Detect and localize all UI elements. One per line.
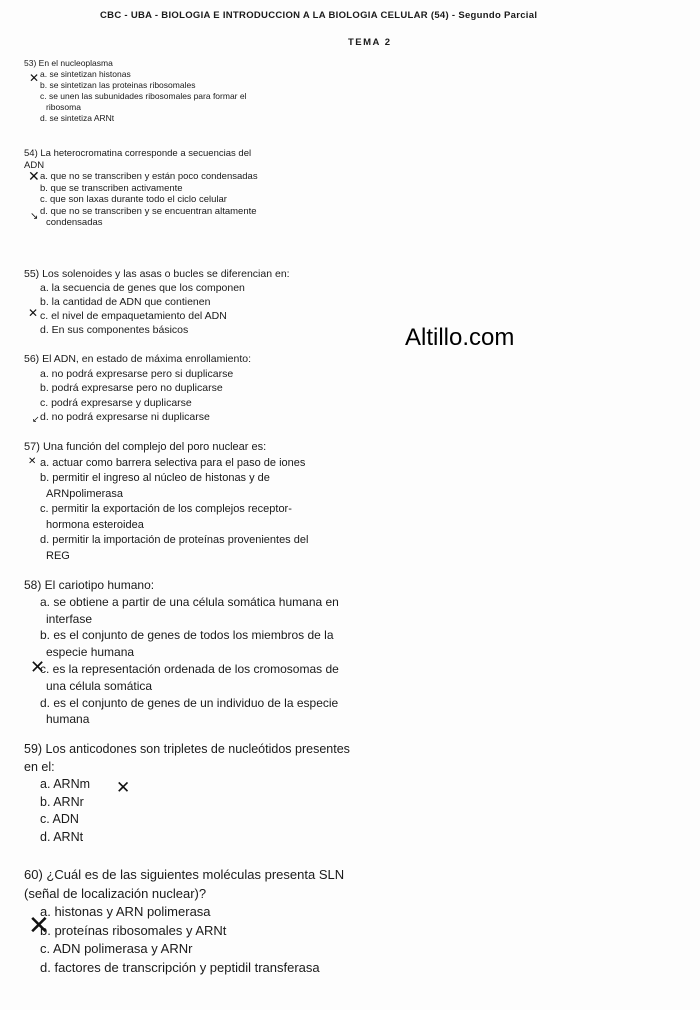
option-a: a. se sintetizan histonas <box>40 69 131 79</box>
question-58 <box>24 577 424 728</box>
option-c: c. el nivel de empaquetamiento del ADN <box>40 310 227 322</box>
option-c: c. ADN <box>40 812 79 826</box>
option-a: a. no podrá expresarse pero si duplicarse <box>40 367 234 380</box>
option-b: b. la cantidad de ADN que contienen <box>40 296 211 308</box>
question-55 <box>24 267 424 337</box>
question-56 <box>24 352 424 425</box>
question-stem: 58) El cariotipo humano: <box>24 578 155 592</box>
question-stem: 55) Los solenoides y las asas o bucles se diferencian en: <box>24 268 290 280</box>
question-59 <box>24 741 424 846</box>
option-b: b. permitir el ingreso al núcleo de histonas y de ARNpolimerasa <box>40 472 270 500</box>
handwritten-x-icon: ✕ <box>28 911 50 941</box>
option-d: d. que no se transcriben y se encuentran altamente condensadas <box>40 205 257 228</box>
question-stem: 60) ¿Cuál es de las siguientes moléculas presenta SLN (señal de localización nuclear)? <box>24 867 345 901</box>
question-stem: 53) En el nucleoplasma <box>24 58 113 68</box>
handwritten-x-icon: ✕ <box>30 657 46 678</box>
handwritten-x-icon: ✕ <box>28 169 40 185</box>
question-53 <box>24 58 424 124</box>
option-b: b. se sintetizan las proteinas ribosomales <box>40 80 196 90</box>
question-stem: 54) La heterocromatina corresponde a secuencias del ADN <box>24 148 252 171</box>
option-a: a. que no se transcriben y están poco condensadas <box>40 171 258 182</box>
option-b: b. proteínas ribosomales y ARNt <box>40 922 227 938</box>
option-c: c. es la representación ordenada de los cromosomas de una célula somática <box>40 661 339 693</box>
exam-header: CBC - UBA - BIOLOGIA E INTRODUCCION A LA BIOLOGIA CELULAR (54) - Segundo Parcial <box>100 10 538 21</box>
handwritten-check-icon: ↙ <box>32 415 40 425</box>
question-stem: 56) El ADN, en estado de máxima enrollamiento: <box>24 353 252 365</box>
option-d: d. ARNt <box>40 829 84 844</box>
question-stem: 59) Los anticodones son tripletes de nucleótidos presentes en el: <box>24 742 350 774</box>
question-stem: 57) Una función del complejo del poro nuclear es: <box>24 441 267 453</box>
watermark: Altillo.com <box>405 324 515 351</box>
exam-tema: TEMA 2 <box>348 37 392 48</box>
option-d: d. no podrá expresarse ni duplicarse <box>40 411 210 423</box>
option-b: b. es el conjunto de genes de todos los miembros de la especie humana <box>40 628 334 660</box>
handwritten-x-icon: ✕ <box>28 306 39 320</box>
handwritten-x-icon: ✕ <box>29 71 40 85</box>
question-54 <box>24 148 424 229</box>
handwritten-check-icon: ↘ <box>30 211 39 222</box>
option-d: d. se sintetiza ARNt <box>40 113 115 123</box>
option-d: d. En sus componentes básicos <box>40 324 189 336</box>
option-d: d. es el conjunto de genes de un individuo de la especie humana <box>40 695 339 727</box>
option-c: c. que son laxas durante todo el ciclo celular <box>40 194 227 205</box>
option-c: c. podrá expresarse y duplicarse <box>40 396 192 409</box>
handwritten-x-icon: ✕ <box>116 778 131 798</box>
option-a: a. actuar como barrera selectiva para el paso de iones <box>40 456 306 469</box>
option-a: a. la secuencia de genes que los componen <box>40 282 245 294</box>
option-b: b. podrá expresarse pero no duplicarse <box>40 382 223 394</box>
option-b: b. ARNr <box>40 794 84 809</box>
option-a: a. ARNm <box>40 777 91 791</box>
option-a: a. se obtiene a partir de una célula somática humana en interfase <box>40 594 339 626</box>
option-b: b. que se transcriben activamente <box>40 182 183 194</box>
option-c: c. se unen las subunidades ribosomales para formar el ribosoma <box>40 91 247 112</box>
handwritten-x-icon: ✕ <box>28 456 37 467</box>
option-d: d. permitir la importación de proteínas provenientes del REG <box>40 534 309 562</box>
option-c: c. permitir la exportación de los complejos receptor- hormona esteroidea <box>40 503 292 531</box>
question-57 <box>24 440 424 564</box>
option-d: d. factores de transcripción y peptidil transferasa <box>40 959 320 975</box>
question-60 <box>24 866 444 977</box>
option-a: a. histonas y ARN polimerasa <box>40 904 211 919</box>
option-c: c. ADN polimerasa y ARNr <box>40 941 193 956</box>
